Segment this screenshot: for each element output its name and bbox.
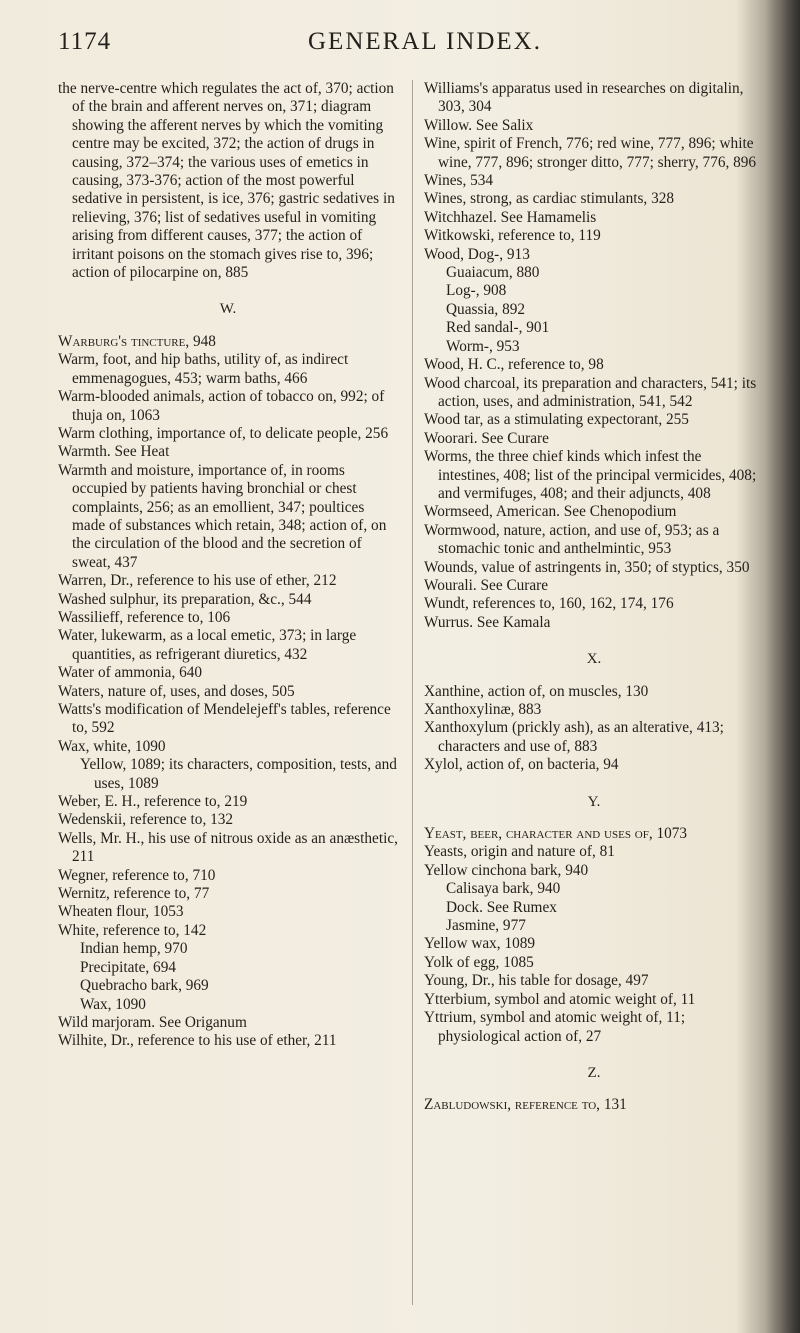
section-letter: Y. bbox=[587, 793, 601, 810]
index-entry: Water of ammonia, 640 bbox=[58, 664, 203, 682]
index-subentry: Yellow, 1089; its characters, composition, tests, and uses, 1089 bbox=[80, 756, 397, 792]
index-entry: Warmth. See Heat bbox=[58, 443, 170, 461]
index-entry: Young, Dr., his table for dosage, 497 bbox=[424, 972, 649, 990]
section-letter: X. bbox=[586, 651, 602, 668]
index-entry: Watts's modification of Mendelejeff's tables, reference to, 592 bbox=[58, 701, 391, 737]
index-entry: Warren, Dr., reference to his use of ether, 212 bbox=[58, 572, 337, 590]
index-entry: Wines, strong, as cardiac stimulants, 328 bbox=[424, 190, 675, 208]
index-entry: Warmth and moisture, importance of, in rooms occupied by patients having bronchial or chest complaints, 256; as an emollient, 347; poultices made of substances which retain, 348; action of, on the circulation of the blood and the secretion of sweat, 437 bbox=[58, 461, 387, 571]
index-entry: Wheaten flour, 1053 bbox=[58, 903, 184, 921]
section-letter: W. bbox=[219, 301, 237, 318]
index-entry: Water, lukewarm, as a local emetic, 373; in large quantities, as refrigerant diuretics, 432 bbox=[58, 627, 357, 663]
index-entry: Wines, 534 bbox=[424, 172, 494, 190]
index-subentry: Guaiacum, 880 bbox=[446, 264, 540, 282]
index-entry: Wood charcoal, its preparation and characters, 541; its action, uses, and administration, 541, 542 bbox=[424, 374, 757, 410]
index-entry: Weber, E. H., reference to, 219 bbox=[58, 793, 248, 811]
index-entry: Xanthoxylinæ, 883 bbox=[424, 701, 542, 718]
index-subentry: Red sandal-, 901 bbox=[446, 319, 550, 337]
index-column-right bbox=[424, 80, 764, 1115]
index-entry: Wormwood, nature, action, and use of, 953; as a stomachic tonic and anthelmintic, 953 bbox=[424, 521, 720, 558]
page-header bbox=[58, 28, 748, 64]
index-entry: Yellow wax, 1089 bbox=[424, 935, 536, 953]
index-entry: Wood, H. C., reference to, 98 bbox=[424, 356, 604, 374]
index-subentry: Calisaya bark, 940 bbox=[446, 880, 561, 898]
index-entry: Wax, white, 1090 bbox=[58, 737, 166, 755]
index-subentry: Quassia, 892 bbox=[446, 300, 526, 318]
index-subentry: Precipitate, 694 bbox=[80, 958, 177, 976]
index-entry: Witkowski, reference to, 119 bbox=[424, 227, 601, 245]
index-entry: Witchhazel. See Hamamelis bbox=[424, 208, 597, 226]
index-entry: Xanthoxylum (prickly ash), as an alterative, 413; characters and use of, 883 bbox=[424, 719, 724, 755]
index-entry: Ytterbium, symbol and atomic weight of, 11 bbox=[424, 990, 696, 1008]
index-entry: Warm-blooded animals, action of tobacco on, 992; of thuja on, 1063 bbox=[58, 388, 385, 424]
index-entry: Wundt, references to, 160, 162, 174, 176 bbox=[424, 595, 674, 613]
index-entry: Wegner, reference to, 710 bbox=[58, 866, 216, 884]
index-subentry: Worm-, 953 bbox=[446, 337, 520, 355]
index-entry: Yeast, beer, character and uses of, 1073 bbox=[424, 825, 688, 843]
section-letter: Z. bbox=[587, 1064, 601, 1081]
index-entry: White, reference to, 142 bbox=[58, 921, 207, 939]
index-entry: Wood tar, as a stimulating expectorant, 255 bbox=[424, 411, 689, 429]
index-entry: Wilhite, Dr., reference to his use of ether, 211 bbox=[58, 1032, 337, 1050]
index-entry: Wine, spirit of French, 776; red wine, 777, 896; white wine, 777, 896; stronger ditto, 777; sherry, 776, 896 bbox=[424, 135, 757, 171]
index-entry: Warm clothing, importance of, to delicate people, 256 bbox=[58, 424, 389, 442]
index-entry: Warburg's tincture, 948 bbox=[58, 332, 216, 350]
index-entry: Woorari. See Curare bbox=[424, 429, 549, 447]
index-entry: Yolk of egg, 1085 bbox=[424, 953, 534, 971]
index-entry: Yttrium, symbol and atomic weight of, 11; physiological action of, 27 bbox=[424, 1009, 686, 1045]
index-subentry: Quebracho bark, 969 bbox=[80, 977, 209, 995]
index-entry: Warm, foot, and hip baths, utility of, as indirect emmenagogues, 453; warm baths, 466 bbox=[58, 351, 349, 387]
index-subentry: Wax, 1090 bbox=[80, 995, 146, 1013]
index-entry: Wourali. See Curare bbox=[424, 576, 549, 594]
index-entry: Wormseed, American. See Chenopodium bbox=[424, 503, 677, 521]
column-rule bbox=[412, 80, 413, 1305]
index-entry: Waters, nature of, uses, and doses, 505 bbox=[58, 682, 295, 700]
running-title: GENERAL INDEX. bbox=[308, 28, 542, 55]
index-entry: Wild marjoram. See Origanum bbox=[58, 1013, 247, 1031]
index-subentry: Dock. See Rumex bbox=[446, 898, 557, 916]
index-column-left bbox=[58, 80, 398, 1051]
index-entry: Xylol, action of, on bacteria, 94 bbox=[424, 756, 619, 774]
index-entry: Willow. See Salix bbox=[424, 116, 534, 134]
index-entry: Wernitz, reference to, 77 bbox=[58, 885, 210, 903]
index-entry: Yellow cinchona bark, 940 bbox=[424, 861, 589, 879]
index-entry: Wurrus. See Kamala bbox=[424, 613, 551, 631]
index-entry: Zabludowski, reference to, 131 bbox=[424, 1096, 627, 1114]
index-entry: Xanthine, action of, on muscles, 130 bbox=[424, 682, 649, 700]
index-entry: Yeasts, origin and nature of, 81 bbox=[424, 843, 615, 861]
index-entry: Wood, Dog-, 913 bbox=[424, 245, 530, 263]
index-entry: Wedenskii, reference to, 132 bbox=[58, 811, 234, 829]
index-subentry: Log-, 908 bbox=[446, 282, 507, 300]
page-number: 1174 bbox=[58, 28, 112, 55]
index-entry: the nerve-centre which regulates the act of, 370; action of the brain and afferent nerves on, 371; diagram showing the afferent nerves by which the vomiting centre may be excited, 372; the action of drugs in causing, 372–374; the various uses of emetics in causing, 373-376; action of the most powerful sedative in persistent, is ice, 376; gastric sedatives in relieving, 376; list of sedatives useful in vomiting arising from different causes, 377; the action of irritant poisons on the stomach gives rise to, 396; action of pilocarpine on, 885 bbox=[58, 80, 395, 282]
index-entry: Wassilieff, reference to, 106 bbox=[58, 608, 231, 626]
index-entry: Wells, Mr. H., his use of nitrous oxide as an anæsthetic, 211 bbox=[58, 829, 398, 866]
page-edge-shadow bbox=[766, 0, 800, 1333]
index-subentry: Indian hemp, 970 bbox=[80, 940, 188, 958]
index-entry: Wounds, value of astringents in, 350; of styptics, 350 bbox=[424, 558, 750, 576]
index-entry: Worms, the three chief kinds which infest the intestines, 408; list of the principal vermicides, 408; and vermifuges, 408; and their adjuncts, 408 bbox=[424, 448, 757, 502]
index-entry: Williams's apparatus used in researches on digitalin, 303, 304 bbox=[424, 80, 744, 116]
index-subentry: Jasmine, 977 bbox=[446, 917, 526, 935]
index-entry: Washed sulphur, its preparation, &c., 544 bbox=[58, 590, 312, 608]
